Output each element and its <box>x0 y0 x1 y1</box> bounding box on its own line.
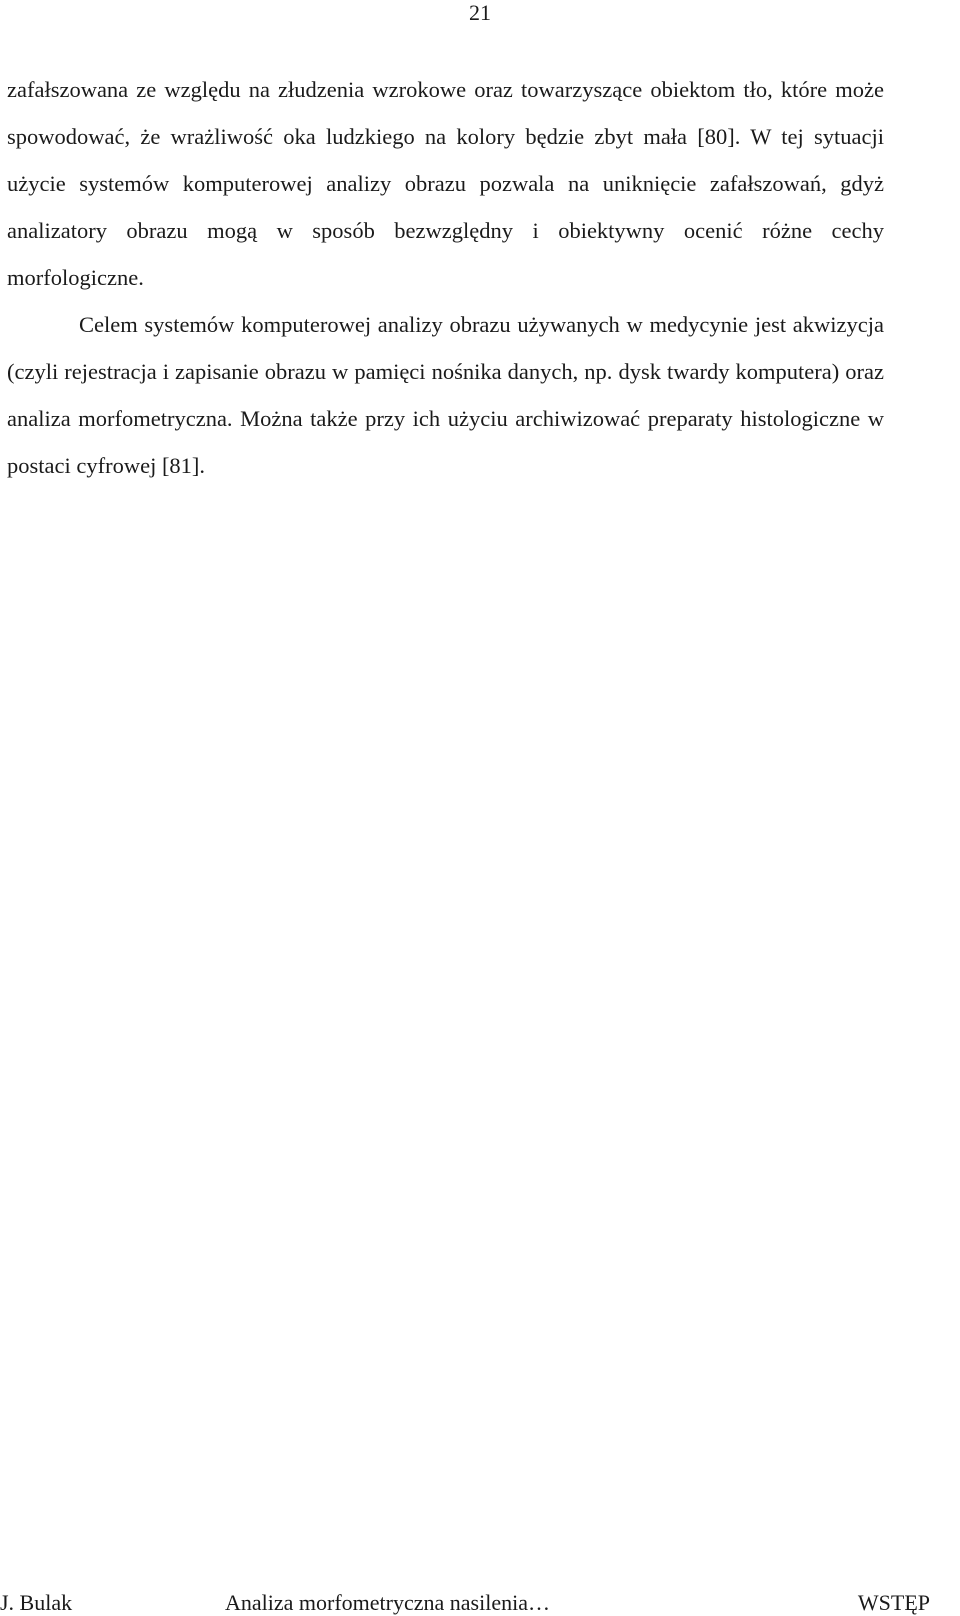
paragraph-indented: Celem systemów komputerowej analizy obrazu używanych w medycynie jest akwizycja (czyli rejestracja i zapisanie obrazu w pamięci nośnika danych, np. dysk twardy komputera) oraz analiza morfometryczna. Można także przy ich użyciu archiwizować preparaty histologiczne w postaci cyfrowej [81]. <box>7 312 884 478</box>
paragraph-continued: zafałszowana ze względu na złudzenia wzrokowe oraz towarzyszące obiektom tło, które może spowodować, że wrażliwość oka ludzkiego na kolory będzie zbyt mała [80]. W tej sytuacji użycie systemów komputerowej analizy obrazu pozwala na uniknięcie zafałszowań, gdyż analizatory obrazu mogą w sposób bezwzględny i obiektywny ocenić różne cechy morfologiczne. <box>7 77 884 290</box>
page-number: 21 <box>469 0 491 25</box>
footer-author: J. Bulak <box>0 1590 73 1615</box>
footer-section: WSTĘP <box>857 1590 930 1615</box>
body-text <box>7 66 884 489</box>
page-footer <box>0 1591 960 1615</box>
footer-title: Analiza morfometryczna nasilenia… <box>225 1590 550 1615</box>
